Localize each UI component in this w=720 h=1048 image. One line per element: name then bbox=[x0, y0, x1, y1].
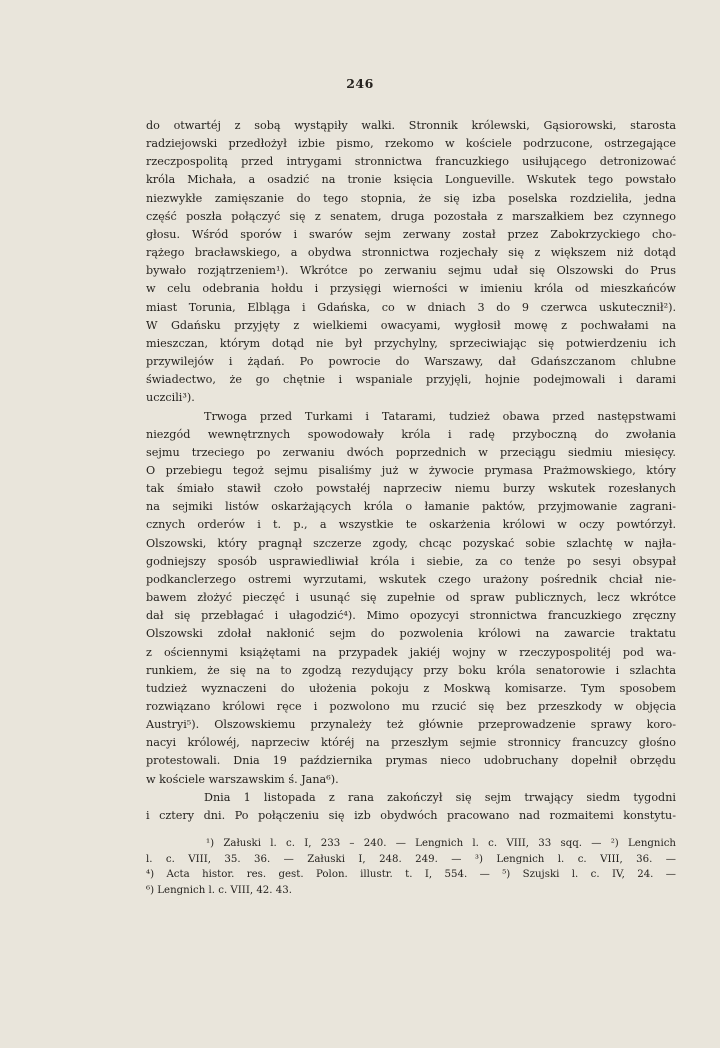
text-line: O przebiegu tegoż sejmu pisaliśmy już w żywocie prymasa Prażmowskiego, który bbox=[146, 463, 676, 477]
text-line: świadectwo, że go chętnie i wspaniale przyjęli, hojnie podejmowali i darami bbox=[146, 373, 676, 387]
body-text bbox=[146, 117, 676, 825]
text-line: podkanclerzego ostremi wyrzutami, wskutek czego urażony pośrednik chciał nie- bbox=[146, 572, 676, 586]
footnote-line: ¹) Załuski l. c. I, 233 – 240. — Lengnich l. c. VIII, 33 sqq. — ²) Lengnich bbox=[206, 838, 676, 849]
text-line: Olszowski zdołał nakłonić sejm do pozwolenia królowi na zawarcie traktatu bbox=[146, 627, 676, 641]
text-line: Olszowski, który pragnął szczerze zgody, chcąc pozyskać sobie szlachtę w najła- bbox=[146, 536, 676, 550]
footnote-line: ⁴) Acta histor. res. gest. Polon. illustr. t. I, 554. — ⁵) Szujski l. c. IV, 24. — bbox=[146, 869, 676, 881]
page-number: 246 bbox=[346, 76, 374, 91]
text-line: Dnia 1 listopada z rana zakończył się sejm trwający siedm tygodni bbox=[204, 790, 676, 804]
text-line: bywało rozjątrzeniem¹). Wkrótce po zerwaniu sejmu udał się Olszowski do Prus bbox=[146, 264, 676, 278]
text-line: na sejmiki listów oskarżających króla o łamanie paktów, przyjmowanie zagrani- bbox=[146, 500, 676, 514]
text-line: dał się przebłagać i ułagodzić⁴). Mimo opozycyi stronnictwa francuzkiego zręczny bbox=[146, 609, 676, 623]
text-line: nacyi królowéj, naprzeciw któréj na przeszłym sejmie stronnicy francuzcy głośno bbox=[146, 736, 676, 750]
text-line: niezwykłe zamięszanie do tego stopnia, że się izba poselska rozdzieliła, jedna bbox=[146, 191, 676, 205]
footnote-line: l. c. VIII, 35. 36. — Załuski I, 248. 249. — ³) Lengnich l. c. VIII, 36. — bbox=[146, 853, 676, 865]
text-line: króla Michała, a osadzić na tronie księcia Longueville. Wskutek tego powstało bbox=[146, 173, 676, 187]
text-line: Trwoga przed Turkami i Tatarami, tudzież obawa przed następstwami bbox=[204, 409, 676, 423]
text-line: rążego bracławskiego, a obydwa stronnictwa rozjechały się z większem niż dotąd bbox=[146, 246, 676, 260]
text-line: w celu odebrania hołdu i przysięgi wierności w imieniu króla od mieszkańców bbox=[146, 282, 676, 296]
text-line: do otwartéj z sobą wystąpiły walki. Stronnik królewski, Gąsiorowski, starosta bbox=[146, 119, 676, 132]
text-line: protestowali. Dnia 19 października prymas nieco udobruchany dopełnił obrzędu bbox=[146, 754, 676, 768]
text-line: miast Torunia, Elbląga i Gdańska, co w dniach 3 do 9 czerwca uskutecznił²). bbox=[146, 300, 676, 314]
text-line: rozwiązano królowi ręce i pozwolono mu rzucić się bez przeszkody w objęcia bbox=[146, 700, 676, 713]
text-line: w kościele warszawskim ś. Jana⁶). bbox=[146, 772, 339, 786]
text-line: mieszczan, którym dotąd nie był przychylny, sprzeciwiając się potwierdzeniu ich bbox=[146, 336, 676, 350]
text-line: godniejszy sposób usprawiedliwiał króla i siebie, za co tenże po sesyi obsypał bbox=[146, 554, 676, 568]
text-line: uczcili³). bbox=[146, 391, 195, 405]
footnote-line: ⁶) Lengnich l. c. VIII, 42. 43. bbox=[146, 884, 292, 896]
text-line: głosu. Wśród sporów i swarów sejm zerwany został przez Zabokrzyckiego cho- bbox=[146, 227, 676, 241]
text-line: tak śmiało stawił czoło powstałéj naprzeciw niemu burzy wskutek rozesłanych bbox=[146, 482, 676, 496]
text-line: Austryi⁵). Olszowskiemu przynależy też głównie przeprowadzenie sprawy koro- bbox=[146, 718, 676, 732]
text-line: radziejowski przedłożył izbie pismo, rzekomo w kościele podrzucone, ostrzegające bbox=[146, 137, 676, 151]
text-line: sejmu trzeciego po zerwaniu dwóch poprzednich w przeciągu siedmiu miesięcy. bbox=[146, 445, 676, 459]
text-line: rzeczpospolitą przed intrygami stronnictwa francuzkiego usiłującego detronizować bbox=[146, 155, 676, 169]
text-line: tudzież wyznaczeni do ułożenia pokoju z Moskwą komisarze. Tym sposobem bbox=[146, 681, 676, 695]
text-line: część poszła połączyć się z senatem, druga pozostała z marszałkiem bez czynnego bbox=[146, 209, 676, 223]
text-line: i cztery dni. Po połączeniu się izb obydwóch pracowano nad rozmaitemi konstytu- bbox=[146, 808, 676, 822]
text-line: bawem złożyć pieczęć i usunąć się zupełnie od spraw publicznych, lecz wkrótce bbox=[146, 591, 676, 605]
text-line: W Gdańsku przyjęty z wielkiemi owacyami, wygłosił mowę z pochwałami na bbox=[146, 318, 676, 332]
footnotes bbox=[146, 836, 676, 898]
text-line: niezgód wewnętrznych spowodowały króla i radę przyboczną do zwołania bbox=[146, 427, 676, 441]
text-line: cznych orderów i t. p., a wszystkie te oskarżenia królowi w oczy powtórzył. bbox=[146, 518, 676, 532]
text-line: z ościennymi książętami na przypadek jakiéj wojny w rzeczypospolitéj pod wa- bbox=[146, 645, 676, 659]
text-line: przywilejów i żądań. Po powrocie do Warszawy, dał Gdańszczanom chlubne bbox=[146, 355, 676, 369]
text-line: runkiem, że się na to zgodzą rezydujący przy boku króla senatorowie i szlachta bbox=[146, 663, 676, 677]
